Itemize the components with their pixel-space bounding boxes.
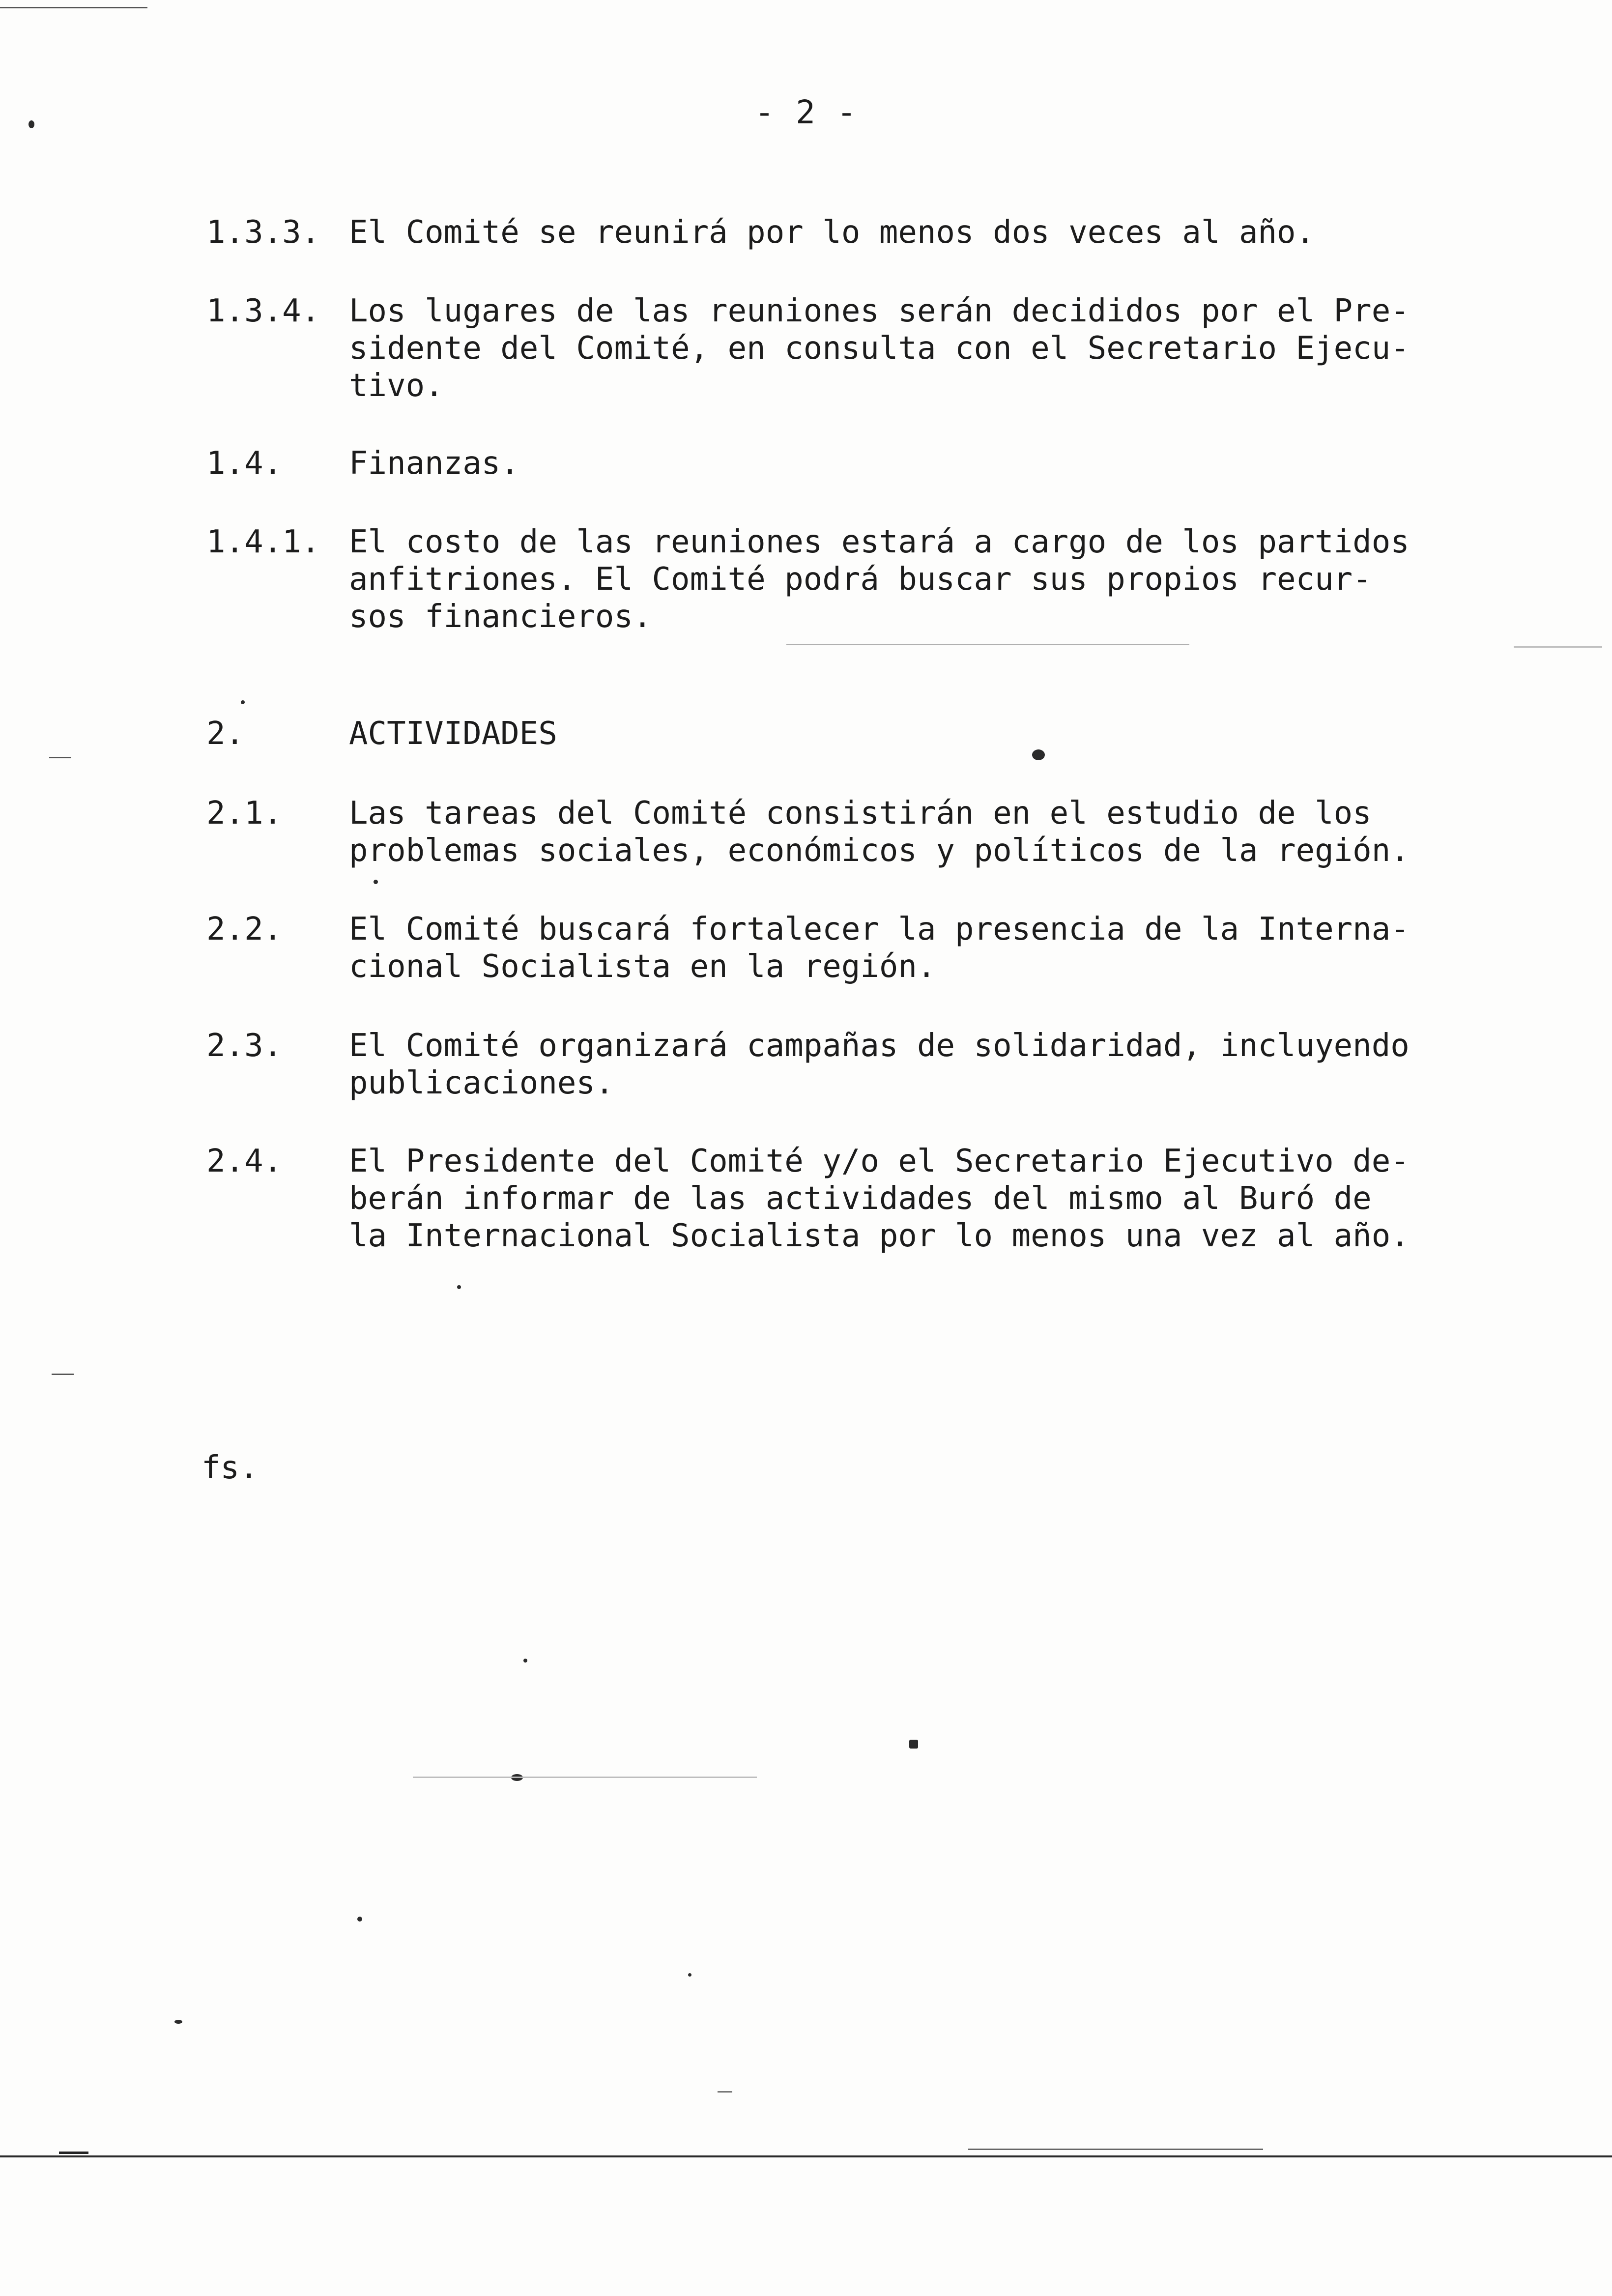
scan-speck (523, 1659, 527, 1663)
paragraph-number: 1.4.1. (206, 524, 320, 560)
paragraph-number: 2.3. (206, 1028, 283, 1064)
paragraph-text: El costo de las reuniones estará a cargo de los partidos anfitriones. El Comité podrá buscar sus propios recur- sos financieros. (349, 524, 1410, 635)
scan-speck (357, 1917, 362, 1922)
paragraph-number: 2.2. (206, 911, 283, 947)
paragraph-2-2 (206, 911, 1494, 985)
scan-dash (1514, 646, 1602, 648)
paragraph-2 (206, 715, 1494, 752)
scan-dash (968, 2149, 1263, 2150)
scan-dash (49, 757, 71, 758)
closing-initials: fs. (202, 1450, 259, 1486)
paragraph-2-3 (206, 1027, 1494, 1102)
paragraph-number: 2. (206, 716, 245, 752)
paragraph-1-4 (206, 445, 1494, 482)
scan-dash (413, 1777, 757, 1778)
paragraph-text: El Presidente del Comité y/o el Secretario Ejecutivo de- berán informar de las actividades del mismo al Buró de la Internacional Socialista por lo menos una vez al año. (349, 1143, 1410, 1254)
section-heading-actividades: ACTIVIDADES (349, 716, 557, 752)
scan-speck (29, 120, 34, 128)
top-edge-line (0, 7, 147, 8)
scan-speck (457, 1285, 461, 1289)
section-heading-finanzas: Finanzas. (349, 445, 519, 482)
paragraph-number: 1.4. (206, 445, 283, 482)
scan-speck (241, 700, 245, 704)
scan-dash (718, 2091, 732, 2093)
paragraph-text: El Comité buscará fortalecer la presencia de la Interna- cional Socialista en la región. (349, 911, 1410, 985)
bottom-edge-line (0, 2155, 1612, 2157)
paragraph-1-3-3 (206, 214, 1494, 251)
paragraph-1-3-4 (206, 292, 1494, 404)
paragraph-text: El Comité se reunirá por lo menos dos veces al año. (349, 214, 1315, 251)
paragraph-number: 1.3.4. (206, 293, 320, 329)
scan-speck (174, 2020, 182, 2024)
paragraph-number: 1.3.3. (206, 214, 320, 251)
paragraph-2-4 (206, 1143, 1494, 1255)
scan-speck (909, 1740, 918, 1749)
paragraph-text: Los lugares de las reuniones serán decididos por el Pre- sidente del Comité, en consulta con el Secretario Ejecu- tivo. (349, 293, 1410, 404)
paragraph-1-4-1 (206, 523, 1494, 635)
paragraph-text: Las tareas del Comité consistirán en el estudio de los problemas sociales, económicos y políticos de la región. (349, 795, 1410, 869)
scan-speck (374, 880, 378, 884)
scan-dash (52, 1374, 74, 1375)
scan-speck (1032, 749, 1045, 760)
page-number: - 2 - (754, 93, 858, 131)
paragraph-2-1 (206, 795, 1494, 869)
paragraph-number: 2.1. (206, 795, 283, 832)
scan-dash (59, 2152, 88, 2154)
paragraph-number: 2.4. (206, 1143, 283, 1179)
scan-dash (786, 644, 1189, 645)
paragraph-text: El Comité organizará campañas de solidaridad, incluyendo publicaciones. (349, 1028, 1410, 1101)
scan-speck (688, 1973, 691, 1977)
